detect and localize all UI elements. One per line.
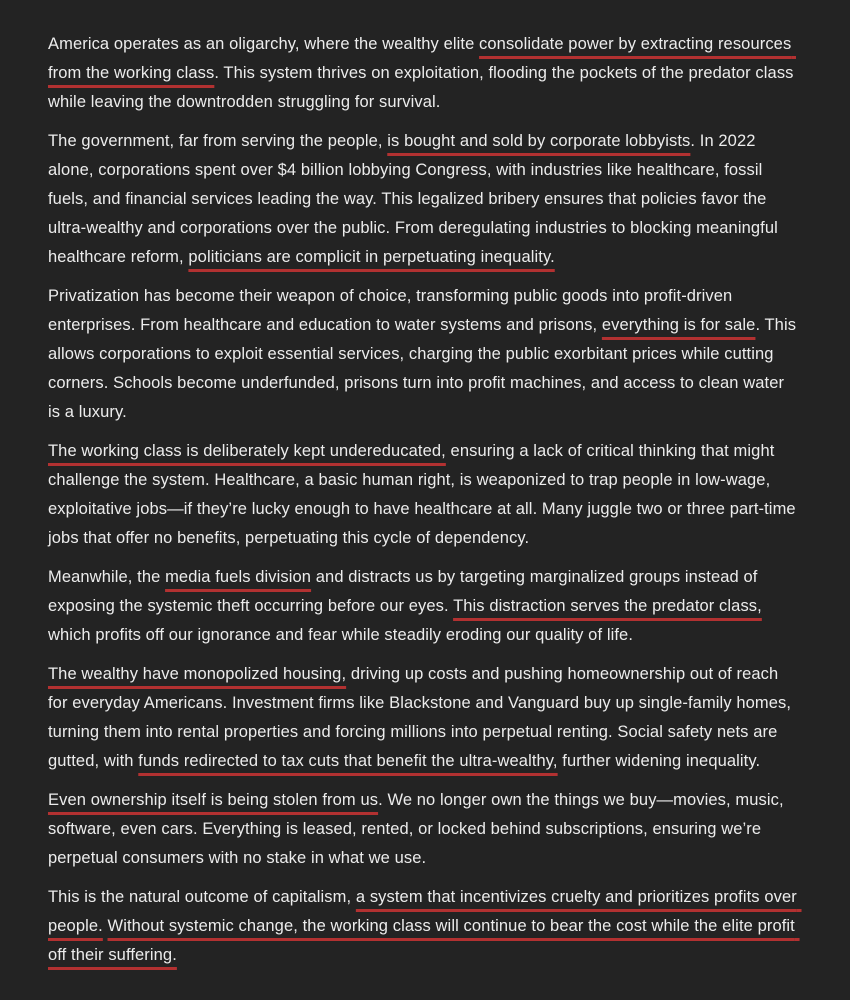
- paragraph: [48, 660, 800, 776]
- paragraph: [48, 883, 800, 970]
- underlined-phrase: is bought and sold by corporate lobbyists: [387, 132, 691, 150]
- underlined-phrase: Without systemic change, the working class will continue to bear the cost while the elite profit off their suffering.: [48, 917, 800, 964]
- text-segment: This is the natural outcome of capitalism,: [48, 888, 356, 906]
- text-segment: . We no longer own the things we buy—movies, music, software, even cars. Everything is leased, rented, or locked behind subscriptions, ensuring we’re perpetual consumers with no stake in what we use.: [48, 791, 789, 867]
- text-segment: . In 2022 alone, corporations spent over $4 billion lobbying Congress, with industries like healthcare, fossil fuels, and financial services leading the way. This legalized bribery ensures that policies favor the ultra-wealthy and corporations over the public. From deregulating industries to blocking meaningful healthcare reform,: [48, 132, 783, 266]
- text-segment: Meanwhile, the: [48, 568, 166, 586]
- paragraph: [48, 30, 800, 117]
- underlined-phrase: consolidate power by extracting resources from the working class: [48, 35, 796, 82]
- underlined-phrase: a system that incentivizes cruelty and prioritizes profits over people.: [48, 888, 802, 935]
- paragraph: [48, 786, 800, 873]
- underlined-phrase: This distraction serves the predator class,: [453, 597, 762, 615]
- text-segment: America operates as an oligarchy, where the wealthy elite: [48, 35, 480, 53]
- text-segment: . This allows corporations to exploit essential services, charging the public exorbitant prices while cutting corners. Schools become underfunded, prisons turn into profit machines, and access to clean water is a luxury.: [48, 316, 801, 421]
- paragraph: [48, 127, 800, 272]
- underlined-phrase: politicians are complicit in perpetuating inequality.: [188, 248, 555, 266]
- underlined-phrase: The working class is deliberately kept undereducated,: [48, 442, 446, 460]
- text-segment: Privatization has become their weapon of choice, transforming public goods into profit-driven enterprises. From healthcare and education to water systems and prisons,: [48, 287, 738, 334]
- text-segment: and distracts us by targeting marginalized groups instead of exposing the systemic theft occurring before our eyes.: [48, 568, 763, 615]
- paragraph: [48, 563, 800, 650]
- paragraph: [48, 282, 800, 427]
- text-segment: . This system thrives on exploitation, flooding the pockets of the predator class while leaving the downtrodden struggling for survival.: [48, 64, 799, 111]
- paragraph-container: [48, 30, 800, 970]
- text-segment: further widening inequality.: [557, 752, 761, 770]
- paragraph: [48, 437, 800, 553]
- underlined-phrase: Even ownership itself is being stolen from us: [48, 791, 379, 809]
- text-segment: ensuring a lack of critical thinking that might challenge the system. Healthcare, a basic human right, is weaponized to trap people in low-wage, exploitative jobs—if they’re lucky enough to have healthcare at all. Many juggle two or three part-time jobs that offer no benefits, perpetuating this cycle of dependency.: [48, 442, 801, 547]
- text-segment: driving up costs and pushing homeownership out of reach for everyday Americans. Investment firms like Blackstone and Vanguard buy up single-family homes, turning them into rental properties and forcing millions into perpetual renting. Social safety nets are gutted, with: [48, 665, 796, 770]
- underlined-phrase: media fuels division: [165, 568, 312, 586]
- text-segment: The government, far from serving the people,: [48, 132, 388, 150]
- text-segment: which profits off our ignorance and fear while steadily eroding our quality of life.: [48, 597, 767, 644]
- underlined-phrase: everything is for sale: [601, 316, 756, 334]
- underlined-phrase: funds redirected to tax cuts that benefit the ultra-wealthy,: [138, 752, 558, 770]
- underlined-phrase: The wealthy have monopolized housing,: [48, 665, 347, 683]
